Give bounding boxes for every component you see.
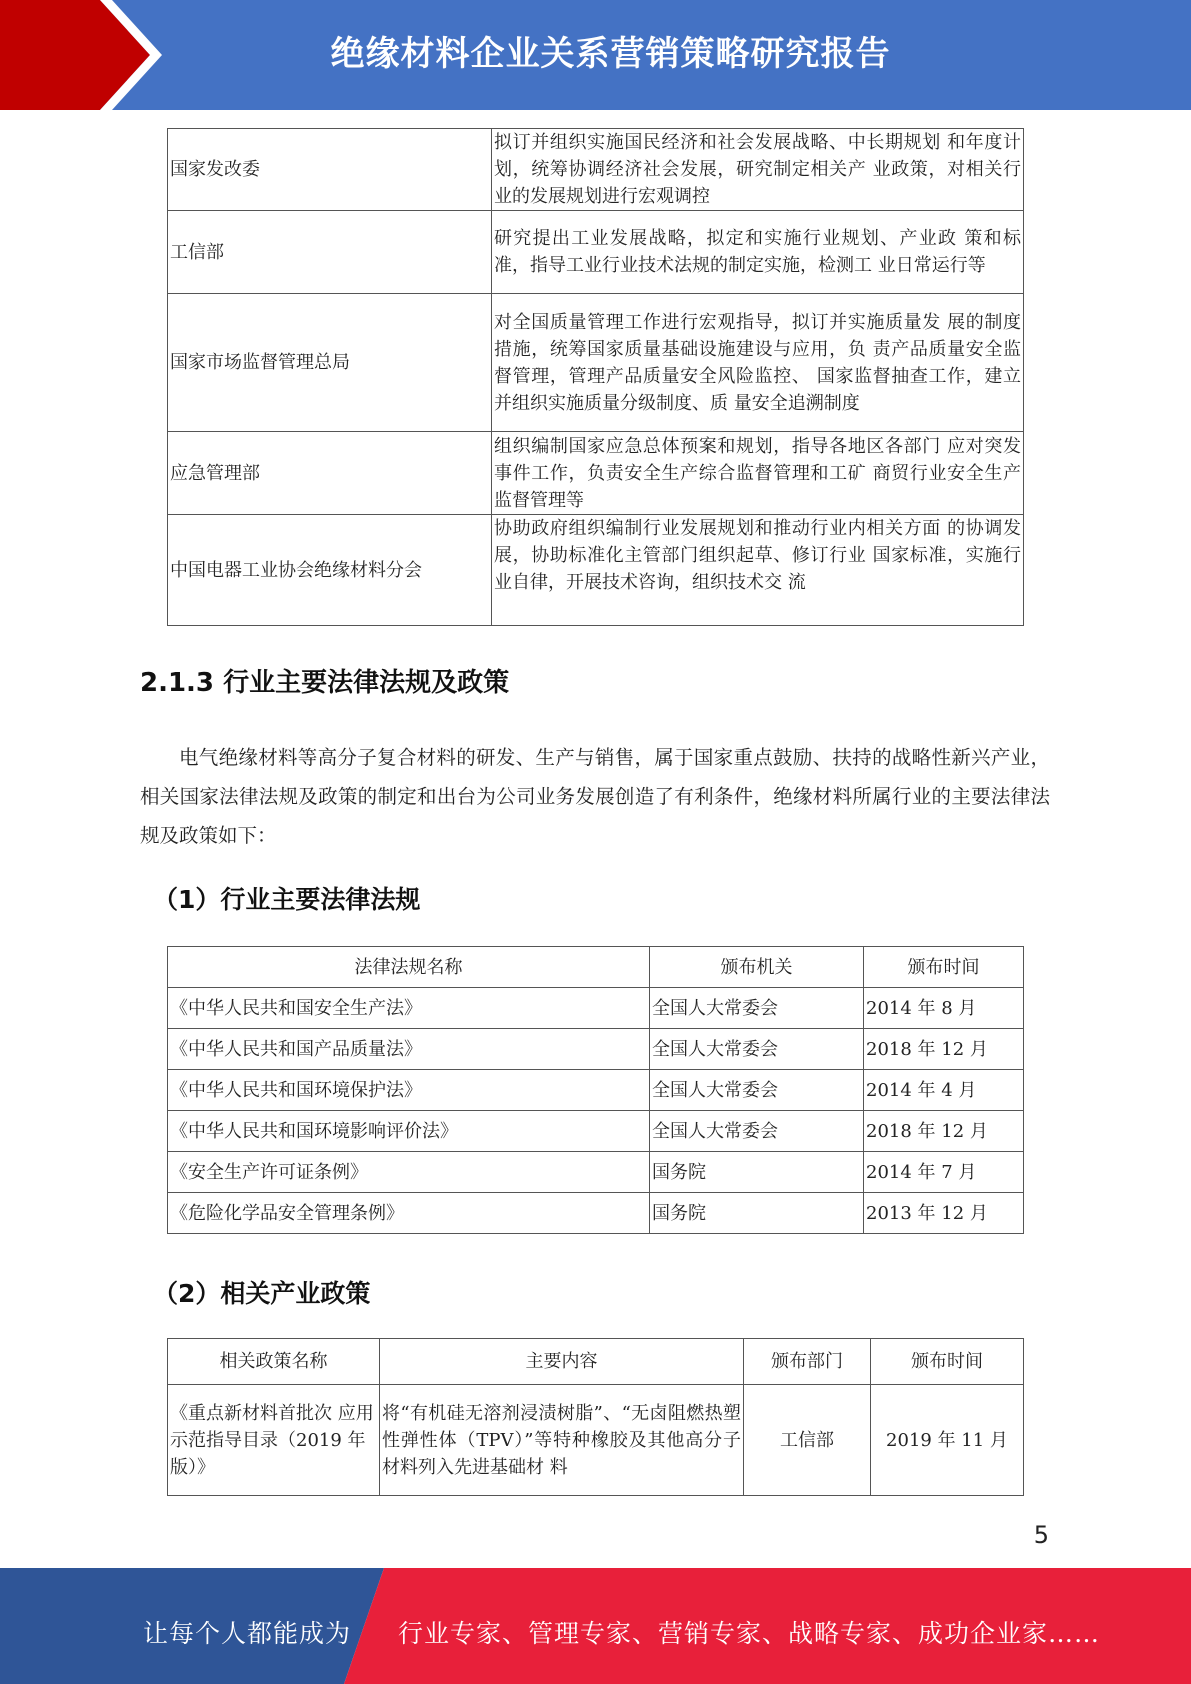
law-date: 2014 年 7 月 (864, 1152, 1024, 1193)
law-name: 《中华人民共和国安全生产法》 (168, 988, 650, 1029)
column-header: 颁布时间 (871, 1339, 1024, 1385)
table-row (168, 1193, 1024, 1234)
agency-name: 工信部 (168, 211, 492, 294)
law-date: 2018 年 12 月 (864, 1029, 1024, 1070)
table-row (168, 1385, 1024, 1496)
table-row (168, 1070, 1024, 1111)
laws-heading: （1）行业主要法律法规 (153, 885, 421, 914)
laws-table (167, 946, 1024, 1234)
policy-department: 工信部 (744, 1385, 871, 1496)
law-name: 《中华人民共和国环境影响评价法》 (168, 1111, 650, 1152)
agency-duty: 研究提出工业发展战略，拟定和实施行业规划、产业政 策和标准，指导工业行业技术法规的制定实施，检测工 业日常运行等 (492, 211, 1024, 294)
agency-name: 应急管理部 (168, 432, 492, 515)
law-issuer: 全国人大常委会 (650, 1111, 864, 1152)
column-header: 颁布机关 (650, 947, 864, 988)
law-name: 《中华人民共和国产品质量法》 (168, 1029, 650, 1070)
page-number: 5 (1033, 1521, 1049, 1549)
column-header: 颁布部门 (744, 1339, 871, 1385)
column-header: 法律法规名称 (168, 947, 650, 988)
table-row (168, 294, 1024, 432)
law-date: 2018 年 12 月 (864, 1111, 1024, 1152)
agency-name: 国家市场监督管理总局 (168, 294, 492, 432)
report-title: 绝缘材料企业关系营销策略研究报告 (330, 34, 891, 74)
agency-duty: 对全国质量管理工作进行宏观指导，拟订并实施质量发 展的制度措施，统筹国家质量基础设施建设与应用，负 责产品质量安全监督管理，管理产品质量安全风险监控、 国家监督抽查工作，建立并组织实施质量分级制度、质 量安全追溯制度 (492, 294, 1024, 432)
law-date: 2014 年 8 月 (864, 988, 1024, 1029)
table-row (168, 432, 1024, 515)
agency-duty: 组织编制国家应急总体预案和规划，指导各地区各部门 应对突发事件工作，负责安全生产综合监督管理和工矿 商贸行业安全生产监督管理等 (492, 432, 1024, 515)
law-issuer: 国务院 (650, 1152, 864, 1193)
section-heading: 2.1.3 行业主要法律法规及政策 (140, 668, 510, 698)
agency-table (167, 128, 1024, 626)
table-row (168, 1111, 1024, 1152)
policy-date: 2019 年 11 月 (871, 1385, 1024, 1496)
page-header (0, 0, 1191, 110)
table-row (168, 211, 1024, 294)
table-row (168, 988, 1024, 1029)
law-date: 2013 年 12 月 (864, 1193, 1024, 1234)
law-name: 《中华人民共和国环境保护法》 (168, 1070, 650, 1111)
law-name: 《安全生产许可证条例》 (168, 1152, 650, 1193)
page-footer (0, 1568, 1191, 1684)
table-row (168, 515, 1024, 626)
agency-name: 中国电器工业协会绝缘材料分会 (168, 515, 492, 626)
agency-duty: 拟订并组织实施国民经济和社会发展战略、中长期规划 和年度计划，统筹协调经济社会发展，研究制定相关产 业政策，对相关行业的发展规划进行宏观调控 (492, 129, 1024, 211)
agency-name: 国家发改委 (168, 129, 492, 211)
law-issuer: 全国人大常委会 (650, 988, 864, 1029)
law-issuer: 全国人大常委会 (650, 1070, 864, 1111)
law-issuer: 全国人大常委会 (650, 1029, 864, 1070)
table-header-row (168, 947, 1024, 988)
table-row (168, 129, 1024, 211)
column-header: 主要内容 (380, 1339, 744, 1385)
law-name: 《危险化学品安全管理条例》 (168, 1193, 650, 1234)
section-paragraph: 电气绝缘材料等高分子复合材料的研发、生产与销售，属于国家重点鼓励、扶持的战略性新兴产业，相关国家法律法规及政策的制定和出台为公司业务发展创造了有利条件，绝缘材料所属行业的主要法律法规及政策如下： (140, 746, 1050, 847)
footer-slogan-left: 让每个人都能成为 (143, 1619, 352, 1648)
policy-content: 将“有机硅无溶剂浸渍树脂”、“无卤阻燃热塑性弹性体（TPV）”等特种橡胶及其他高分子材料列入先进基础材 料 (380, 1385, 744, 1496)
policy-name: 《重点新材料首批次 应用示范指导目录（2019 年版）》 (168, 1385, 380, 1496)
table-header-row (168, 1339, 1024, 1385)
agency-duty: 协助政府组织编制行业发展规划和推动行业内相关方面 的协调发展，协助标准化主管部门组织起草、修订行业 国家标准，实施行业自律，开展技术咨询，组织技术交 流 (492, 515, 1024, 626)
policies-heading: （2）相关产业政策 (153, 1279, 371, 1308)
law-date: 2014 年 4 月 (864, 1070, 1024, 1111)
table-row (168, 1029, 1024, 1070)
table-row (168, 1152, 1024, 1193)
column-header: 相关政策名称 (168, 1339, 380, 1385)
law-issuer: 国务院 (650, 1193, 864, 1234)
footer-slogan-right: 行业专家、管理专家、营销专家、战略专家、成功企业家…… (398, 1619, 1101, 1648)
column-header: 颁布时间 (864, 947, 1024, 988)
policies-table (167, 1338, 1024, 1496)
